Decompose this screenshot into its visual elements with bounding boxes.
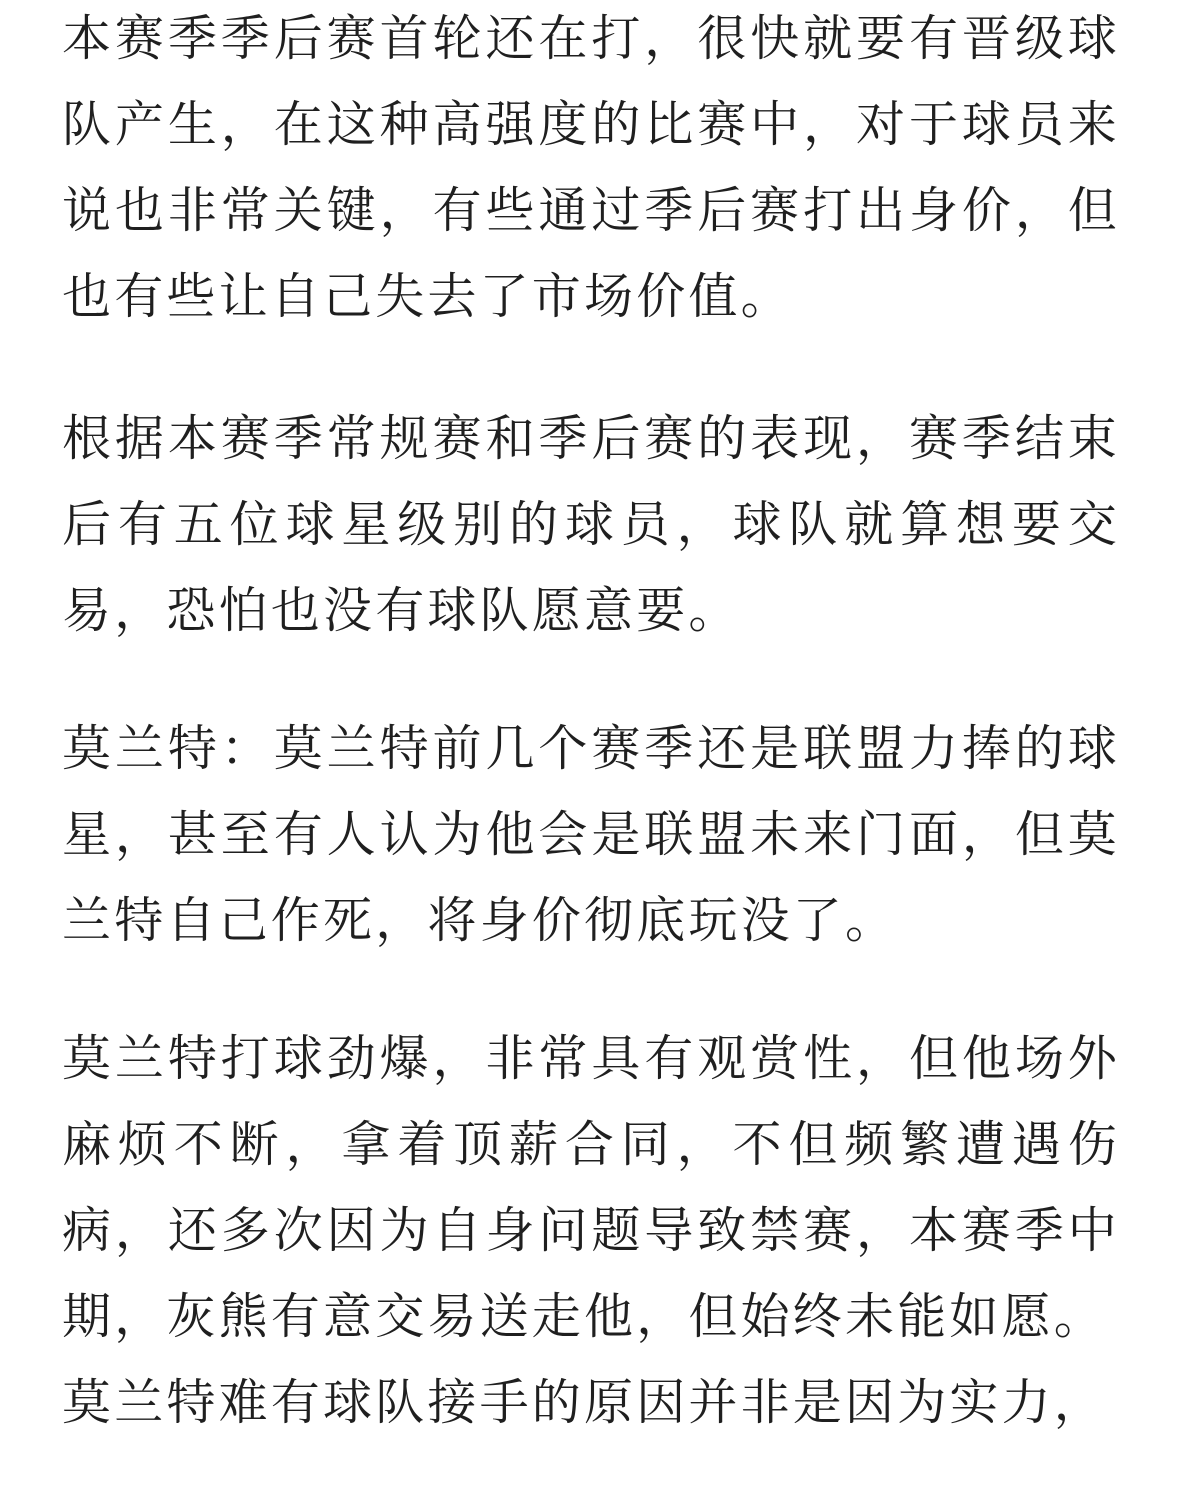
paragraph-morant-reason: 莫兰特难有球队接手的原因并非是因为实力， bbox=[62, 1374, 1107, 1431]
paragraph-five-stars: 根据本赛季常规赛和季后赛的表现，赛季结束后有五位球星级别的球员，球队就算想要交易，恐怕也没有球队愿意要。 bbox=[62, 410, 1120, 639]
paragraph-morant-troubles: 莫兰特打球劲爆，非常具有观赏性，但他场外麻烦不断，拿着顶薪合同，不但频繁遭遇伤病，还多次因为自身问题导致禁赛，本赛季中期，灰熊有意交易送走他，但始终未能如愿。 bbox=[62, 1030, 1120, 1345]
paragraph-morant-intro: 莫兰特：莫兰特前几个赛季还是联盟力捧的球星，甚至有人认为他会是联盟未来门面，但莫兰特自己作死，将身价彻底玩没了。 bbox=[62, 720, 1120, 949]
paragraph-playoffs-intro: 本赛季季后赛首轮还在打，很快就要有晋级球队产生，在这种高强度的比赛中，对于球员来说也非常关键，有些通过季后赛打出身价，但也有些让自己失去了市场价值。 bbox=[62, 10, 1120, 325]
article-body bbox=[62, 0, 1120, 1446]
